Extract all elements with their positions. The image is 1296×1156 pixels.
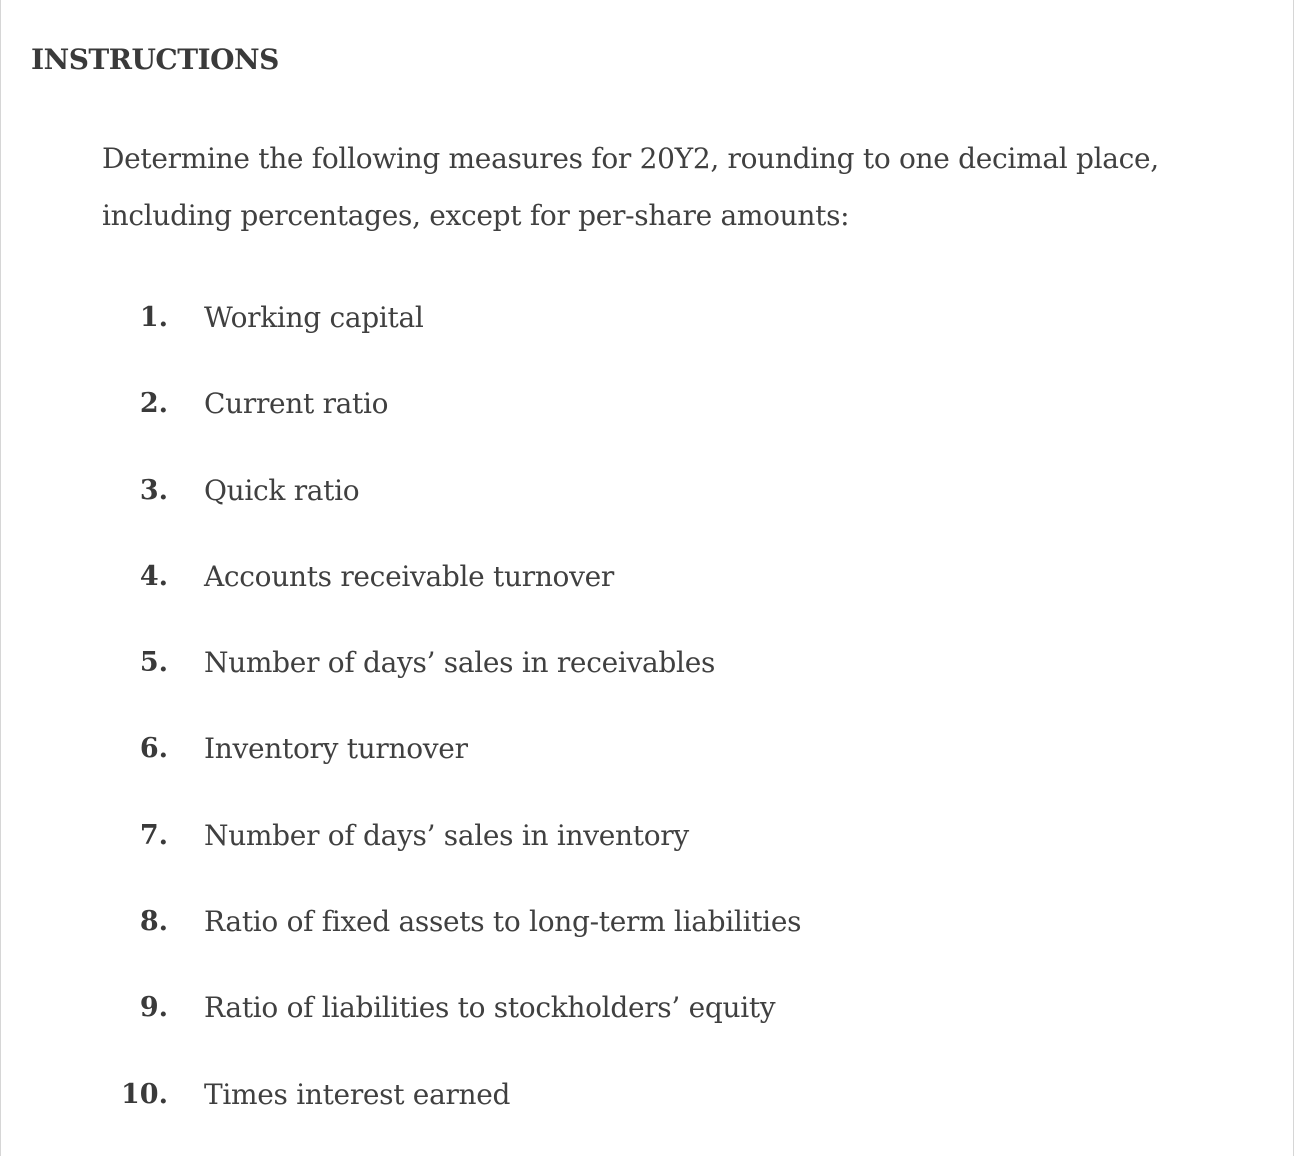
item-label: Number of days’ sales in receivables	[204, 646, 716, 680]
item-label: Quick ratio	[204, 473, 360, 507]
instructions-heading: INSTRUCTIONS	[31, 43, 279, 76]
item-number: 3.	[139, 474, 168, 506]
item-label: Inventory turnover	[204, 732, 468, 766]
item-label: Accounts receivable turnover	[204, 559, 614, 593]
item-number: 8.	[139, 906, 168, 938]
item-label: Current ratio	[204, 387, 389, 421]
item-label: Times interest earned	[204, 1077, 511, 1111]
item-number: 10.	[121, 1078, 168, 1110]
item-number: 6.	[139, 733, 168, 765]
item-number: 2.	[139, 388, 168, 420]
item-number: 4.	[139, 560, 168, 592]
item-label: Working capital	[204, 301, 424, 334]
item-number: 7.	[139, 819, 168, 851]
item-label: Number of days’ sales in inventory	[204, 818, 689, 852]
item-number: 5.	[139, 647, 168, 679]
item-number: 9.	[139, 992, 168, 1024]
instructions-intro: Determine the following measures for 20Y2, rounding to one decimal place, including percentages, except for per-share amounts:	[102, 142, 1159, 232]
item-label: Ratio of fixed assets to long-term liabilities	[204, 905, 802, 939]
item-label: Ratio of liabilities to stockholders’ equity	[204, 991, 776, 1025]
item-number: 1.	[139, 302, 168, 333]
